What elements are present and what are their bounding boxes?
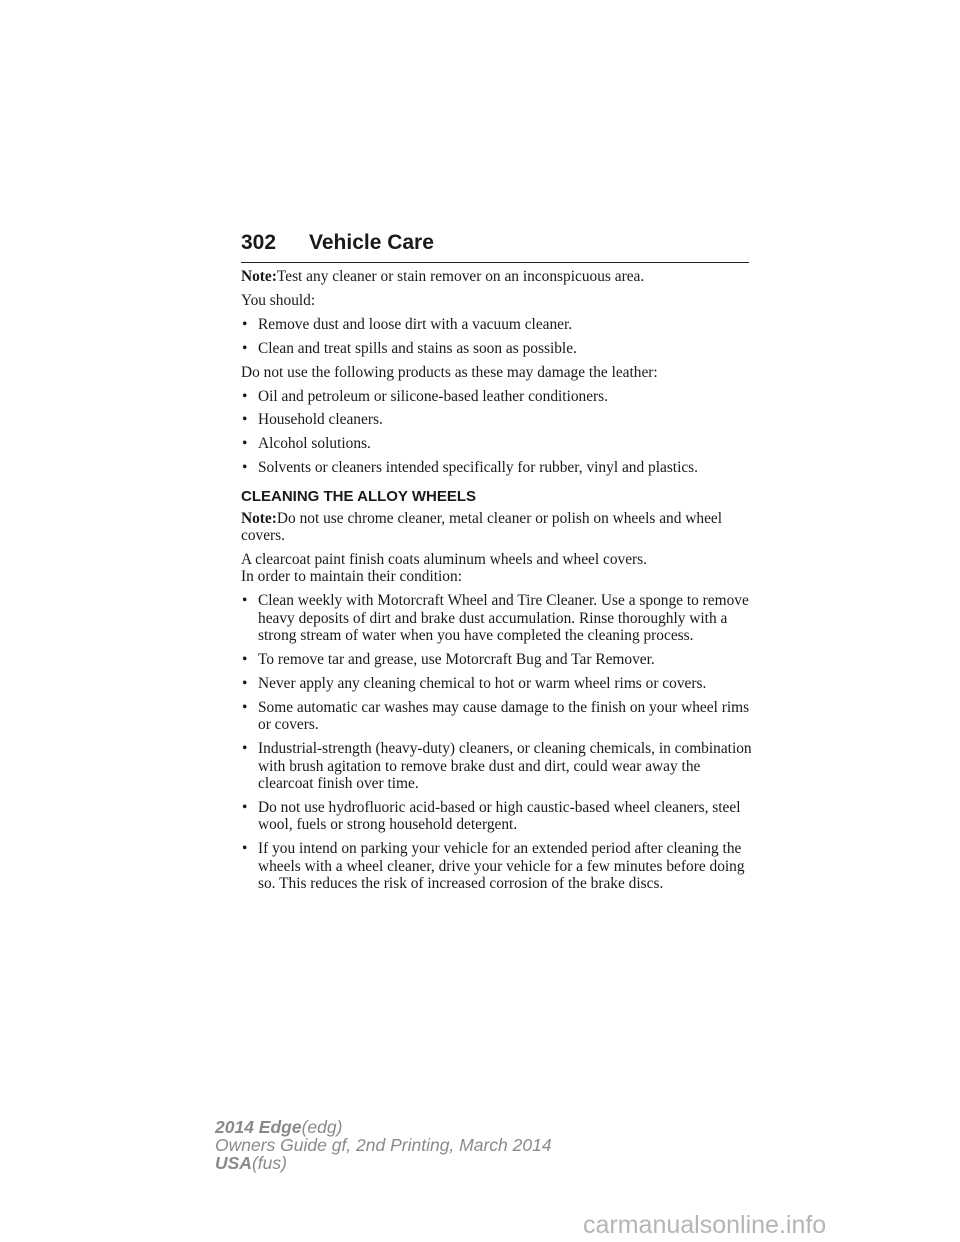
document-footer — [215, 1118, 552, 1172]
list-item — [241, 435, 753, 452]
bullet-icon: • — [242, 435, 248, 453]
footer-code: (fus) — [251, 1153, 287, 1173]
list-item-text: Clean weekly with Motorcraft Wheel and Tire Cleaner. Use a sponge to remove heavy deposits of dirt and brake dust accumulation. Rinse thoroughly with a strong stream of water when you have completed the cleaning process. — [258, 592, 749, 645]
list-item-text: Industrial-strength (heavy-duty) cleaners, or cleaning chemicals, in combination with brush agitation to remove brake dust and dirt, could wear away the clearcoat finish over time. — [258, 740, 752, 792]
bullet-icon: • — [242, 387, 248, 405]
do-not-use-text: Do not use the following products as these may damage the leather: — [241, 363, 658, 381]
note-text: Do not use chrome cleaner, metal cleaner or polish on wheels and wheel covers. — [241, 509, 723, 545]
bullet-icon: • — [242, 651, 248, 668]
list-item — [241, 740, 753, 792]
clearcoat-paragraph — [241, 551, 753, 586]
list-item — [241, 411, 753, 428]
note-text: Test any cleaner or stain remover on an inconspicuous area. — [276, 268, 645, 285]
watermark-text: carmanualsonline.info — [583, 1211, 827, 1239]
bullet-icon: • — [242, 339, 248, 357]
list-item — [241, 592, 753, 644]
list-item — [241, 799, 753, 834]
list-item-text: Solvents or cleaners intended specifically for rubber, vinyl and plastics. — [258, 459, 699, 477]
section-heading: CLEANING THE ALLOY WHEELS — [241, 487, 477, 505]
list-item — [241, 388, 753, 405]
list-item — [241, 840, 753, 892]
list-item-text: Oil and petroleum or silicone-based leather conditioners. — [258, 387, 609, 405]
page-content — [241, 268, 753, 899]
page-number: 302 — [241, 231, 277, 254]
footer-line — [215, 1118, 552, 1136]
paragraph-line: A clearcoat paint finish coats aluminum wheels and wheel covers. — [241, 550, 648, 568]
note-label: Note: — [241, 268, 277, 285]
bullet-icon: • — [242, 315, 248, 333]
list-item — [241, 651, 753, 668]
bullet-icon: • — [242, 674, 248, 692]
list-item — [241, 316, 753, 333]
footer-line: Owners Guide gf, 2nd Printing, March 2014 — [215, 1135, 552, 1155]
list-item-text: Do not use hydrofluoric acid-based or high caustic-based wheel cleaners, steel wool, fuels or strong household detergent. — [258, 798, 741, 834]
list-item-text: Household cleaners. — [258, 411, 383, 429]
footer-market: USA — [215, 1153, 252, 1173]
note-label: Note: — [241, 509, 277, 527]
list-item-text: Alcohol solutions. — [258, 435, 371, 453]
footer-code: (edg) — [301, 1117, 343, 1137]
list-item-text: To remove tar and grease, use Motorcraft Bug and Tar Remover. — [258, 651, 655, 668]
section-title: Vehicle Care — [309, 231, 434, 254]
paragraph-line: In order to maintain their condition: — [241, 568, 462, 586]
footer-model: 2014 Edge — [215, 1117, 302, 1137]
bullet-icon: • — [242, 459, 248, 477]
list-item-text: Never apply any cleaning chemical to hot or warm wheel rims or covers. — [258, 674, 707, 692]
list-item-text: Some automatic car washes may cause damage to the finish on your wheel rims or covers. — [258, 698, 750, 734]
note-paragraph — [241, 268, 753, 285]
bullet-icon: • — [242, 740, 248, 758]
list-item — [241, 675, 753, 692]
list-item — [241, 699, 753, 734]
page-header — [241, 230, 749, 263]
list-item-text: Clean and treat spills and stains as soon as possible. — [258, 339, 577, 357]
list-item-text: If you intend on parking your vehicle for an extended period after cleaning the wheels with a wheel cleaner, drive your vehicle for a few minutes before doing so. This reduces the risk of increased corrosion of the brake discs. — [258, 840, 745, 892]
wheels-note-paragraph — [241, 510, 753, 545]
bullet-icon: • — [242, 798, 248, 816]
bullet-icon: • — [242, 411, 248, 429]
bullet-icon: • — [242, 840, 248, 858]
list-item-text: Remove dust and loose dirt with a vacuum cleaner. — [258, 315, 573, 333]
list-item — [241, 459, 753, 476]
footer-line — [215, 1154, 552, 1172]
you-should-text: You should: — [241, 291, 316, 309]
bullet-icon: • — [242, 698, 248, 716]
bullet-icon: • — [242, 592, 248, 610]
list-item — [241, 340, 753, 357]
